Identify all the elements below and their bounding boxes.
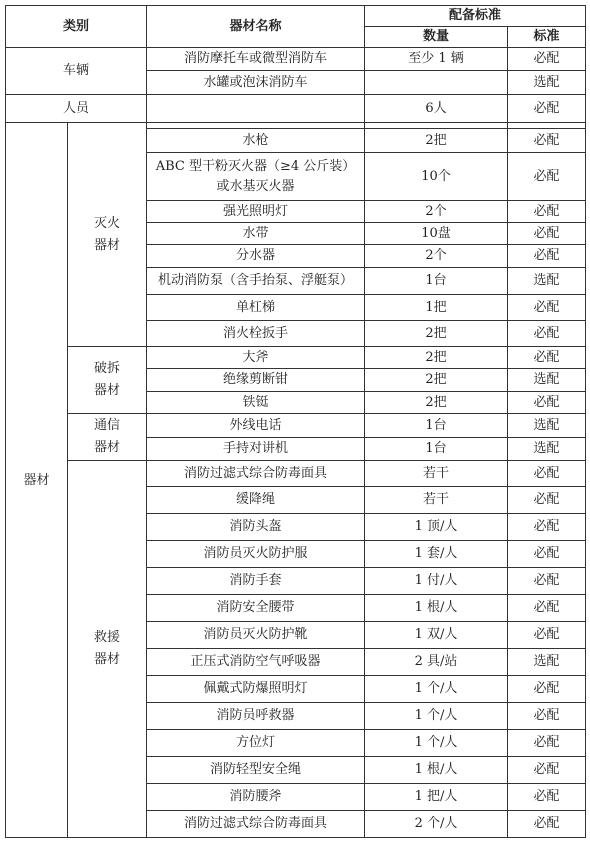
equipment-name-cell: 机动消防泵（含手抬泵、浮艇泵） xyxy=(147,268,365,295)
standard-cell: 选配 xyxy=(508,71,586,95)
subcategory-label: 救援 器材 xyxy=(94,630,121,667)
quantity-cell: 1 顶/人 xyxy=(365,514,508,541)
equipment-name-cell: 消防摩托车或微型消防车 xyxy=(147,48,365,71)
standard-cell: 必配 xyxy=(508,541,586,568)
quantity-cell: 2 具/站 xyxy=(365,649,508,676)
standard-cell: 必配 xyxy=(508,129,586,153)
subcategory-cell xyxy=(68,347,147,414)
standard-cell: 选配 xyxy=(508,268,586,295)
standard-cell: 必配 xyxy=(508,48,586,71)
subcategory-label: 破拆 器材 xyxy=(94,361,121,398)
quantity-cell xyxy=(365,71,508,95)
standard-cell: 必配 xyxy=(508,595,586,622)
quantity-cell: 10个 xyxy=(365,153,508,201)
standard-cell: 必配 xyxy=(508,676,586,703)
equipment-standard-table xyxy=(5,5,586,838)
header-quantity: 数量 xyxy=(365,27,508,48)
quantity-cell: 1 套/人 xyxy=(365,541,508,568)
standard-cell: 必配 xyxy=(508,392,586,414)
equipment-name-cell: 大斧 xyxy=(147,347,365,369)
equipment-name-cell: 水罐或泡沫消防车 xyxy=(147,71,365,95)
standard-cell: 必配 xyxy=(508,514,586,541)
standard-cell: 必配 xyxy=(508,757,586,784)
quantity-cell: 1台 xyxy=(365,268,508,295)
subcategory-cell xyxy=(68,123,147,347)
standard-cell: 必配 xyxy=(508,811,586,838)
standard-cell: 必配 xyxy=(508,730,586,757)
equipment-name-cell: 消防员呼救器 xyxy=(147,703,365,730)
table-row xyxy=(6,414,586,438)
header-row-1 xyxy=(6,6,586,27)
equipment-name-cell: 消防过滤式综合防毒面具 xyxy=(147,461,365,487)
standard-cell: 选配 xyxy=(508,438,586,461)
equipment-name-cell: 消防头盔 xyxy=(147,514,365,541)
standard-cell: 必配 xyxy=(508,321,586,347)
standard-cell: 必配 xyxy=(508,153,586,201)
quantity-cell: 1 个/人 xyxy=(365,730,508,757)
subcategory-cell xyxy=(68,414,147,461)
standard-cell: 选配 xyxy=(508,649,586,676)
category-cell-vehicles: 车辆 xyxy=(6,48,147,95)
subcategory-cell xyxy=(68,461,147,838)
equipment-name-cell: 消防手套 xyxy=(147,568,365,595)
header-standard-group: 配备标准 xyxy=(365,6,586,27)
quantity-cell: 1 双/人 xyxy=(365,622,508,649)
equipment-name-cell: 绝缘剪断钳 xyxy=(147,369,365,392)
equipment-name-cell: 消防员灭火防护靴 xyxy=(147,622,365,649)
quantity-cell: 1把 xyxy=(365,295,508,321)
equipment-name-cell: 铁铤 xyxy=(147,392,365,414)
category-cell-personnel: 人员 xyxy=(6,95,147,123)
equipment-name-cell: 佩戴式防爆照明灯 xyxy=(147,676,365,703)
table-row xyxy=(6,48,586,71)
equipment-name-cell: 消防过滤式综合防毒面具 xyxy=(147,811,365,838)
standard-cell: 必配 xyxy=(508,622,586,649)
standard-cell: 选配 xyxy=(508,369,586,392)
quantity-cell: 2个 xyxy=(365,201,508,223)
quantity-cell: 1 个/人 xyxy=(365,676,508,703)
standard-cell: 必配 xyxy=(508,245,586,268)
standard-cell: 必配 xyxy=(508,223,586,245)
category-cell-equipment: 器材 xyxy=(6,123,68,838)
quantity-cell: 2 个/人 xyxy=(365,811,508,838)
quantity-cell: 2把 xyxy=(365,392,508,414)
standard-cell: 必配 xyxy=(508,461,586,487)
equipment-name-cell: 消防安全腰带 xyxy=(147,595,365,622)
table-row xyxy=(6,461,586,487)
equipment-name-cell: 消防腰斧 xyxy=(147,784,365,811)
equipment-name-cell: 强光照明灯 xyxy=(147,201,365,223)
equipment-name-cell xyxy=(147,95,365,123)
quantity-cell: 若干 xyxy=(365,487,508,514)
header-category: 类别 xyxy=(6,6,147,48)
equipment-name-cell: 方位灯 xyxy=(147,730,365,757)
standard-cell: 选配 xyxy=(508,414,586,438)
equipment-name-cell: ABC 型干粉灭火器（≥4 公斤装） 或水基灭火器 xyxy=(147,153,365,201)
equipment-name-cell: 水枪 xyxy=(147,129,365,153)
standard-cell: 必配 xyxy=(508,568,586,595)
quantity-cell: 2把 xyxy=(365,321,508,347)
subcategory-label: 通信 器材 xyxy=(94,418,121,455)
quantity-cell: 6人 xyxy=(365,95,508,123)
table-row xyxy=(6,347,586,369)
quantity-cell: 2把 xyxy=(365,369,508,392)
standard-cell: 必配 xyxy=(508,487,586,514)
equipment-name-cell: 分水器 xyxy=(147,245,365,268)
quantity-cell: 至少 1 辆 xyxy=(365,48,508,71)
header-equipment-name: 器材名称 xyxy=(147,6,365,48)
quantity-cell: 1 根/人 xyxy=(365,757,508,784)
header-standard: 标准 xyxy=(508,27,586,48)
equipment-name-cell: 消防员灭火防护服 xyxy=(147,541,365,568)
quantity-cell: 若干 xyxy=(365,461,508,487)
standard-cell: 必配 xyxy=(508,95,586,123)
quantity-cell: 2把 xyxy=(365,129,508,153)
quantity-cell: 2把 xyxy=(365,347,508,369)
quantity-cell: 1 把/人 xyxy=(365,784,508,811)
equipment-name-cell: 正压式消防空气呼吸器 xyxy=(147,649,365,676)
table-row xyxy=(6,95,586,123)
quantity-cell: 1 根/人 xyxy=(365,595,508,622)
standard-cell: 必配 xyxy=(508,201,586,223)
standard-cell: 必配 xyxy=(508,784,586,811)
quantity-cell: 1台 xyxy=(365,438,508,461)
quantity-cell: 10盘 xyxy=(365,223,508,245)
subcategory-label: 灭火 器材 xyxy=(94,215,121,253)
quantity-cell: 1 个/人 xyxy=(365,703,508,730)
standard-cell: 必配 xyxy=(508,295,586,321)
equipment-name-cell: 单杠梯 xyxy=(147,295,365,321)
equipment-name-cell: 消防轻型安全绳 xyxy=(147,757,365,784)
quantity-cell: 2个 xyxy=(365,245,508,268)
equipment-name-cell: 缓降绳 xyxy=(147,487,365,514)
equipment-name-cell: 消火栓扳手 xyxy=(147,321,365,347)
equipment-name-cell: 外线电话 xyxy=(147,414,365,438)
equipment-name-cell: 手持对讲机 xyxy=(147,438,365,461)
equipment-name-cell: 水带 xyxy=(147,223,365,245)
quantity-cell: 1 付/人 xyxy=(365,568,508,595)
standard-cell: 必配 xyxy=(508,703,586,730)
quantity-cell: 1台 xyxy=(365,414,508,438)
standard-cell: 必配 xyxy=(508,347,586,369)
